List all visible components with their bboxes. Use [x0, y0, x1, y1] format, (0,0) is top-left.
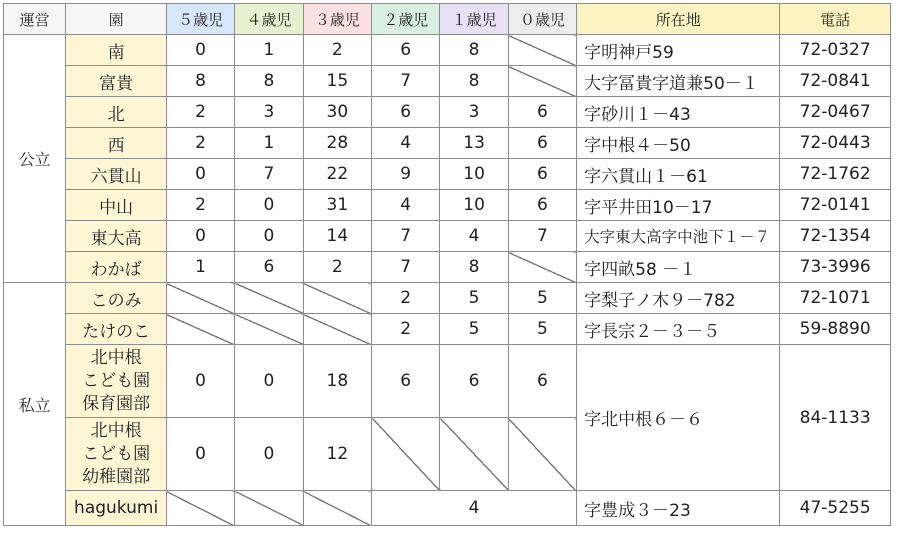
- phone-cell: 84-1133: [780, 345, 891, 491]
- not-applicable-cell: [303, 491, 371, 526]
- age0-count: 5: [508, 283, 576, 314]
- facility-name-line: こども園: [82, 443, 151, 464]
- not-applicable-cell: [235, 283, 303, 314]
- age3-count: 2: [303, 252, 371, 283]
- table-row: [4, 66, 891, 97]
- header-name: 園: [66, 4, 167, 35]
- address-cell: 字砂川１－43: [577, 97, 780, 128]
- table-row: [4, 128, 891, 159]
- age5-count: 0: [166, 35, 234, 66]
- age3-count: 18: [303, 345, 371, 418]
- nursery-capacity-table: [3, 3, 891, 526]
- operator-public-label: 公立: [4, 35, 66, 283]
- age3-count: 2: [303, 35, 371, 66]
- age1-count: 5: [440, 314, 508, 345]
- header-age4: ４歳児: [235, 4, 303, 35]
- age2-count: 2: [372, 283, 440, 314]
- age5-count: 0: [166, 418, 234, 491]
- age5-count: 2: [166, 190, 234, 221]
- header-age1: １歳児: [440, 4, 508, 35]
- age1-count: 8: [440, 66, 508, 97]
- facility-name: [66, 345, 167, 418]
- age2-count: 2: [372, 314, 440, 345]
- facility-name: 西: [66, 128, 167, 159]
- address-cell: 字北中根６－６: [577, 345, 780, 491]
- facility-name: このみ: [66, 283, 167, 314]
- operator-private-label: 私立: [4, 283, 66, 526]
- age3-count: 30: [303, 97, 371, 128]
- not-applicable-cell: [166, 491, 234, 526]
- age1-count: 10: [440, 159, 508, 190]
- age3-count: 28: [303, 128, 371, 159]
- facility-name-line: 幼稚園部: [82, 466, 151, 487]
- header-age0: ０歳児: [508, 4, 576, 35]
- facility-name: わかば: [66, 252, 167, 283]
- table-row: [4, 283, 891, 314]
- facility-name-line: こども園: [82, 370, 151, 391]
- address-cell: 字長宗２－３－５: [577, 314, 780, 345]
- phone-cell: 73-3996: [780, 252, 891, 283]
- phone-cell: 72-1762: [780, 159, 891, 190]
- not-applicable-cell: [303, 314, 371, 345]
- age0-count: 6: [508, 159, 576, 190]
- address-cell: 字六貫山１－61: [577, 159, 780, 190]
- age5-count: 2: [166, 128, 234, 159]
- facility-name: 六貫山: [66, 159, 167, 190]
- age5-count: 1: [166, 252, 234, 283]
- header-age2: ２歳児: [372, 4, 440, 35]
- age1-count: 3: [440, 97, 508, 128]
- not-applicable-cell: [235, 491, 303, 526]
- facility-name: たけのこ: [66, 314, 167, 345]
- age1-count: 6: [440, 345, 508, 418]
- age3-count: 15: [303, 66, 371, 97]
- age1-count: 4: [440, 221, 508, 252]
- facility-name-line: 北中根: [90, 347, 142, 368]
- header-age3: ３歳児: [303, 4, 371, 35]
- age5-count: 0: [166, 221, 234, 252]
- address-cell: 字中根４－50: [577, 128, 780, 159]
- header-phone: 電話: [780, 4, 891, 35]
- age2-count: 4: [372, 190, 440, 221]
- age2-count: 7: [372, 221, 440, 252]
- age1-count: 10: [440, 190, 508, 221]
- age3-count: 31: [303, 190, 371, 221]
- phone-cell: 59-8890: [780, 314, 891, 345]
- age4-count: 1: [235, 35, 303, 66]
- not-applicable-cell: [372, 418, 440, 491]
- not-applicable-cell: [508, 66, 576, 97]
- age0-count: 5: [508, 314, 576, 345]
- phone-cell: 72-0141: [780, 190, 891, 221]
- age3-count: 12: [303, 418, 371, 491]
- age2-count: 6: [372, 35, 440, 66]
- table-row: [4, 97, 891, 128]
- age2-count: 6: [372, 97, 440, 128]
- phone-cell: 72-1354: [780, 221, 891, 252]
- not-applicable-cell: [303, 283, 371, 314]
- age0-count: 6: [508, 128, 576, 159]
- age1-count: 8: [440, 35, 508, 66]
- age4-count: 0: [235, 221, 303, 252]
- age5-count: 0: [166, 159, 234, 190]
- header-address: 所在地: [577, 4, 780, 35]
- table-row: [4, 35, 891, 66]
- table-row: [4, 190, 891, 221]
- address-cell: 字豊成３－23: [577, 491, 780, 526]
- header-age5: ５歳児: [166, 4, 234, 35]
- address-cell: 大字東大高字中池下１－７: [577, 221, 780, 252]
- facility-name-line: 北中根: [90, 420, 142, 441]
- age2-count: 6: [372, 345, 440, 418]
- age4-count: 0: [235, 418, 303, 491]
- facility-name: 北: [66, 97, 167, 128]
- age3-count: 14: [303, 221, 371, 252]
- address-cell: 字明神戸59: [577, 35, 780, 66]
- not-applicable-cell: [440, 418, 508, 491]
- facility-name-line: 保育園部: [82, 393, 151, 414]
- table-row: [4, 252, 891, 283]
- not-applicable-cell: [166, 283, 234, 314]
- facility-name: 南: [66, 35, 167, 66]
- table-row: [4, 491, 891, 526]
- phone-cell: 72-0841: [780, 66, 891, 97]
- age0-count: 6: [508, 190, 576, 221]
- not-applicable-cell: [166, 314, 234, 345]
- age4-count: 0: [235, 345, 303, 418]
- address-cell: 大字冨貴字道兼50－１: [577, 66, 780, 97]
- age0-count: 6: [508, 97, 576, 128]
- table-row: [4, 345, 891, 418]
- header-row: [4, 4, 891, 35]
- age2-count: 7: [372, 66, 440, 97]
- facility-name: [66, 418, 167, 491]
- phone-cell: 72-0327: [780, 35, 891, 66]
- age2-count: 9: [372, 159, 440, 190]
- age1-count: 5: [440, 283, 508, 314]
- facility-name: 東大高: [66, 221, 167, 252]
- address-cell: 字平井田10－17: [577, 190, 780, 221]
- phone-cell: 72-0467: [780, 97, 891, 128]
- address-cell: 字梨子ノ木９－782: [577, 283, 780, 314]
- age4-count: 1: [235, 128, 303, 159]
- not-applicable-cell: [508, 35, 576, 66]
- age2-count: 4: [372, 128, 440, 159]
- facility-name: 富貴: [66, 66, 167, 97]
- age1-count: 13: [440, 128, 508, 159]
- age5-count: 8: [166, 66, 234, 97]
- phone-cell: 47-5255: [780, 491, 891, 526]
- facility-name: 中山: [66, 190, 167, 221]
- age0-count: 6: [508, 345, 576, 418]
- age4-count: 0: [235, 190, 303, 221]
- phone-cell: 72-1071: [780, 283, 891, 314]
- header-operator: 運営: [4, 4, 66, 35]
- not-applicable-cell: [508, 418, 576, 491]
- address-cell: 字四畝58 －１: [577, 252, 780, 283]
- not-applicable-cell: [508, 252, 576, 283]
- merged-age-count: 4: [372, 491, 577, 526]
- age3-count: 22: [303, 159, 371, 190]
- table-row: [4, 159, 891, 190]
- age4-count: 6: [235, 252, 303, 283]
- age2-count: 7: [372, 252, 440, 283]
- age4-count: 8: [235, 66, 303, 97]
- not-applicable-cell: [235, 314, 303, 345]
- table-row: [4, 314, 891, 345]
- phone-cell: 72-0443: [780, 128, 891, 159]
- age5-count: 0: [166, 345, 234, 418]
- facility-name: hagukumi: [66, 491, 167, 526]
- age1-count: 8: [440, 252, 508, 283]
- age5-count: 2: [166, 97, 234, 128]
- age4-count: 7: [235, 159, 303, 190]
- age4-count: 3: [235, 97, 303, 128]
- table-row: [4, 221, 891, 252]
- age0-count: 7: [508, 221, 576, 252]
